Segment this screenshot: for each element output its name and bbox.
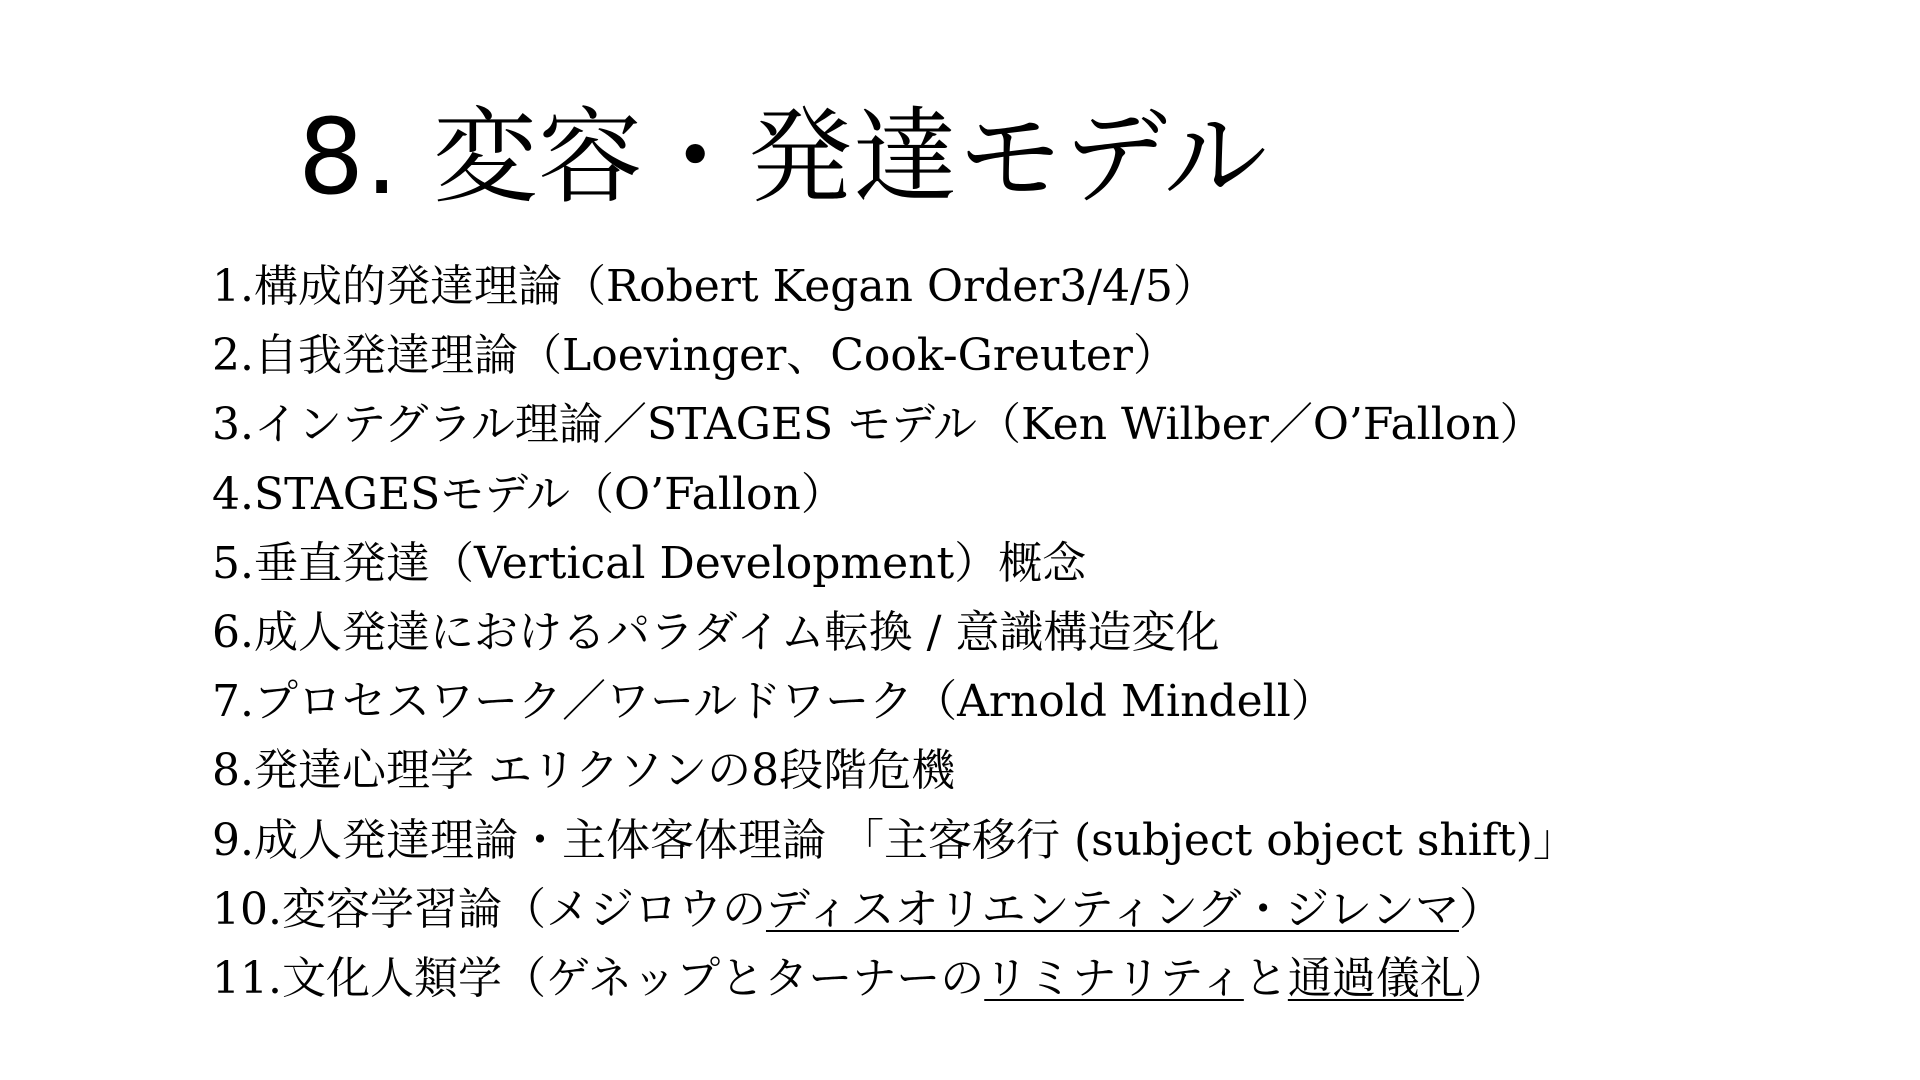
item-number: 2. — [212, 330, 254, 382]
list-item — [212, 529, 1577, 598]
item-number: 4. — [212, 468, 254, 520]
slide-title: 8. 変容・発達モデル — [298, 96, 1269, 218]
item-number: 10. — [212, 883, 282, 935]
item-number: 3. — [212, 399, 254, 451]
item-text: 変容学習論（メジロウの — [281, 883, 766, 935]
list-item — [212, 944, 1577, 1013]
item-text-connector: と — [1243, 952, 1288, 1004]
underlined-term-rite-of-passage: 通過儀礼 — [1287, 952, 1464, 1004]
list-item — [212, 252, 1577, 321]
item-text: 発達心理学 エリクソンの8段階危機 — [253, 745, 956, 797]
item-text: 文化人類学（ゲネップとターナーの — [281, 952, 985, 1004]
item-number: 1. — [212, 261, 254, 312]
item-text: プロセスワーク／ワールドワーク（Arnold Mindell） — [253, 676, 1335, 728]
topic-list — [212, 252, 1577, 1013]
item-text: STAGESモデル（O’Fallon） — [253, 468, 845, 520]
item-text: 自我発達理論（Loevinger、Cook-Greuter） — [253, 330, 1177, 382]
item-number: 8. — [212, 745, 254, 797]
item-number: 5. — [212, 537, 254, 589]
item-text-end: ） — [1463, 952, 1508, 1004]
item-text: 成人発達理論・主体客体理論 「主客移行 (subject object shift)」 — [253, 814, 1577, 866]
list-item — [212, 460, 1577, 529]
item-text: インテグラル理論／STAGES モデル（Ken Wilber／O’Fallon） — [253, 399, 1544, 451]
underlined-term-liminality: リミナリティ — [984, 952, 1244, 1004]
list-item — [212, 806, 1577, 875]
list-item — [212, 667, 1577, 736]
underlined-term-disorienting-dilemma: ディスオリエンティング・ジレンマ — [765, 883, 1459, 935]
list-item — [212, 736, 1577, 805]
item-number: 6. — [212, 606, 254, 658]
list-item — [212, 390, 1577, 459]
item-number: 9. — [212, 814, 254, 866]
item-number: 7. — [212, 676, 254, 728]
item-text: 垂直発達（Vertical Development）概念 — [253, 537, 1087, 589]
item-number: 11. — [212, 952, 282, 1004]
item-text: 構成的発達理論（Robert Kegan Order3/4/5） — [253, 261, 1217, 312]
list-item — [212, 875, 1577, 944]
list-item — [212, 598, 1577, 667]
list-item — [212, 321, 1577, 390]
item-text: 成人発達におけるパラダイム転換 / 意識構造変化 — [253, 606, 1220, 658]
item-text-end: ） — [1458, 883, 1503, 935]
